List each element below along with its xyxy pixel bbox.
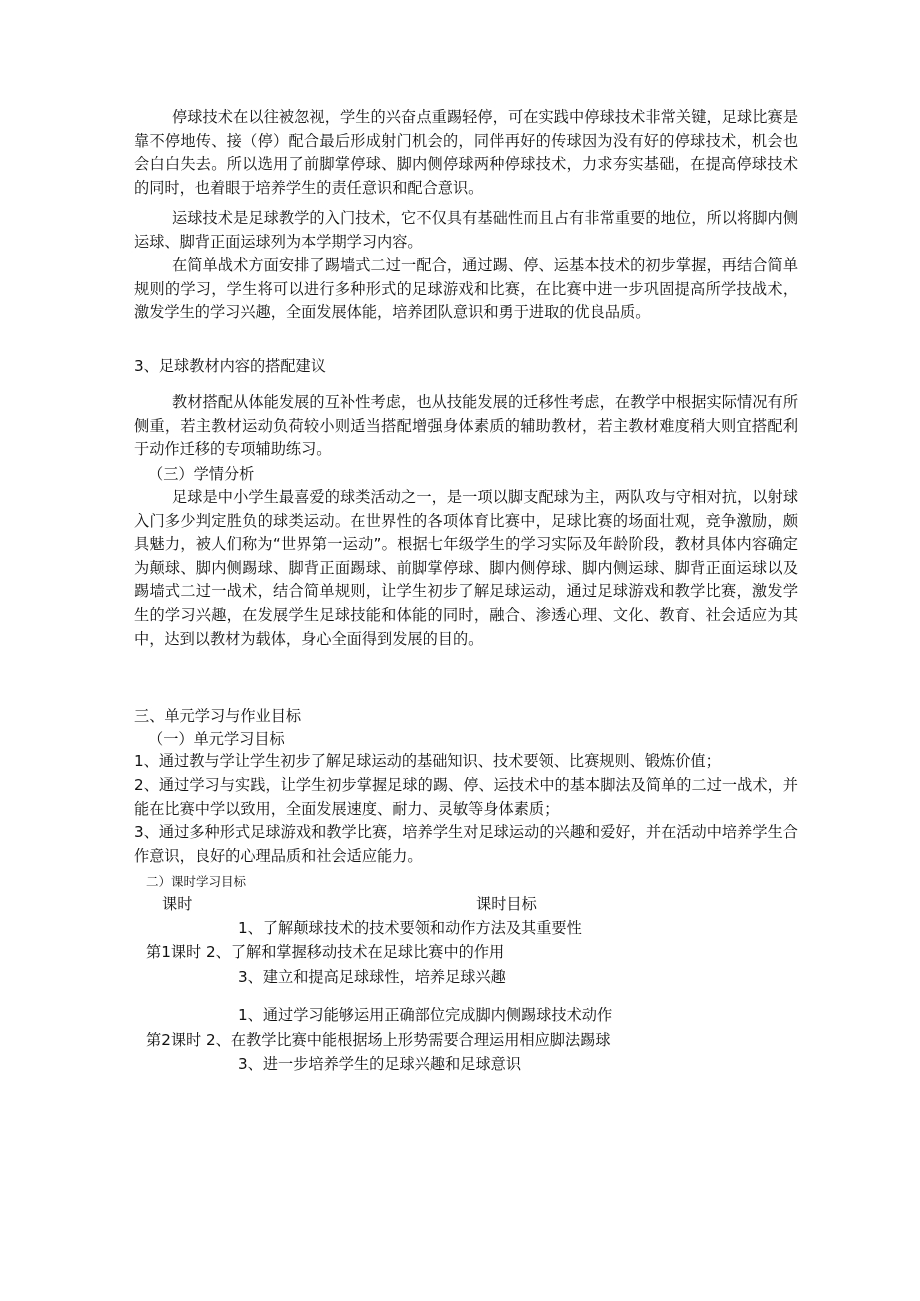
heading-student-analysis: （三）学情分析 (148, 465, 255, 483)
subheading-lesson-goals: 二）课时学习目标 (146, 874, 247, 889)
lesson1-goal-3: 3、建立和提高足球球性，培养足球兴趣 (238, 968, 506, 986)
paragraph-student-analysis: 足球是中小学生最喜爱的球类活动之一，是一项以脚支配球为主，两队攻与守相对抗，以射球入门多少判定胜负的球类运动。在世界性的各项体育比赛中，足球比赛的场面壮观，竞争激励，颇具魅力，被人们称为“世界第一运动”。根据七年级学生的学习实际及年龄阶段，教材具体内容确定为颠球、脚内侧踢球、脚背正面踢球、前脚掌停球、脚内侧停球、脚内侧运球、脚背正面运球以及踢墙式二过一战术，结合简单规则，让学生初步了解足球运动，通过足球游戏和教学比赛，激发学生的学习兴趣，在发展学生足球技能和体能的同时，融合、渗透心理、文化、教育、社会适应为其中，达到以教材为载体，身心全面得到发展的目的。 (134, 488, 798, 648)
paragraph-stopping-technique: 停球技术在以往被忽视，学生的兴奋点重踢轻停，可在实践中停球技术非常关键，足球比赛是靠不停地传、接（停）配合最后形成射门机会的，同伴再好的传球因为没有好的停球技术，机会也会白白失去。所以选用了前脚掌停球、脚内侧停球两种停球技术，力求夯实基础，在提高停球技术的同时，也着眼于培养学生的责任意识和配合意识。 (134, 108, 798, 197)
lesson2-goal-2: 2、在教学比赛中能根据场上形势需要合理运用相应脚法踢球 (206, 1031, 611, 1049)
paragraph-simple-tactics: 在简单战术方面安排了踢墙式二过一配合，通过踢、停、运基本技术的初步掌握，再结合简单规则的学习，学生将可以进行多种形式的足球游戏和比赛，在比赛中进一步巩固提高所学技战术，激发学生的学习兴趣，全面发展体能，培养团队意识和勇于进取的优良品质。 (134, 256, 798, 322)
subheading-unit-learning-goals: （一）单元学习目标 (148, 730, 285, 748)
unit-goal-item: 3、通过多种形式足球游戏和教学比赛，培养学生对足球运动的兴趣和爱好，并在活动中培养学生合作意识，良好的心理品质和社会适应能力。 (134, 823, 798, 865)
lesson2-goal-3: 3、进一步培养学生的足球兴趣和足球意识 (238, 1055, 522, 1073)
paragraph-material-combination: 教材搭配从体能发展的互补性考虑，也从技能发展的迁移性考虑，在教学中根据实际情况有所侧重，若主教材运动负荷较小则适当搭配增强身体素质的辅助教材，若主教材难度稍大则宜搭配利于动作迁移的专项辅助练习。 (134, 393, 798, 459)
lesson2-goal-1: 1、通过学习能够运用正确部位完成脚内侧踢球技术动作 (238, 1006, 613, 1024)
lesson1-goal-2: 2、了解和掌握移动技术在足球比赛中的作用 (206, 943, 505, 961)
lesson1-label: 第1课时 (146, 943, 202, 961)
unit-goal-item: 1、通过教与学让学生初步了解足球运动的基础知识、技术要领、比赛规则、锻炼价值； (134, 752, 721, 770)
heading-material-combination: 3、足球教材内容的搭配建议 (134, 357, 326, 375)
section-title-unit-goals: 三、单元学习与作业目标 (134, 707, 302, 725)
table-header-lesson: 课时 (162, 895, 193, 913)
table-header-lesson-goals: 课时目标 (476, 895, 537, 913)
paragraph-dribbling-technique: 运球技术是足球教学的入门技术，它不仅具有基础性而且占有非常重要的地位，所以将脚内侧运球、脚背正面运球列为本学期学习内容。 (134, 209, 798, 251)
lesson2-label: 第2课时 (146, 1031, 202, 1049)
lesson1-goal-1: 1、了解颠球技术的技术要领和动作方法及其重要性 (238, 919, 582, 937)
unit-goal-item: 2、通过学习与实践，让学生初步掌握足球的踢、停、运技术中的基本脚法及简单的二过一战术，并能在比赛中学以致用，全面发展速度、耐力、灵敏等身体素质； (134, 776, 798, 818)
